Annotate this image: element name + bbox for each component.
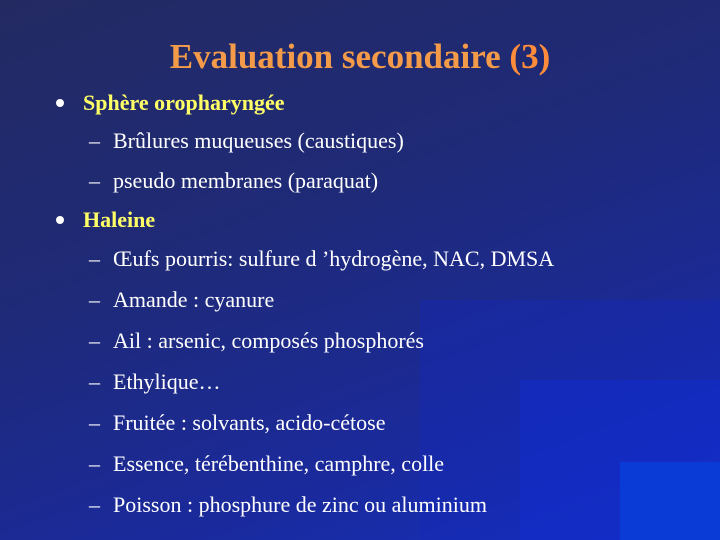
background-corner-block bbox=[620, 462, 720, 540]
dash-icon: – bbox=[89, 492, 100, 517]
bullet-heading: Sphère oropharyngée bbox=[83, 90, 285, 115]
sub-item-text: Essence, térébenthine, camphre, colle bbox=[113, 451, 445, 476]
slide-title-main: Evaluation secondaire bbox=[169, 37, 510, 76]
dash-icon: – bbox=[89, 287, 100, 312]
sub-item-text: pseudo membranes (paraquat) bbox=[113, 168, 379, 193]
bullet-dot-icon bbox=[56, 216, 64, 224]
dash-icon: – bbox=[89, 451, 100, 476]
dash-icon: – bbox=[89, 246, 100, 271]
dash-icon: – bbox=[89, 128, 100, 153]
bullet-dot-icon bbox=[56, 99, 64, 107]
dash-icon: – bbox=[89, 328, 100, 353]
sub-item-text: Brûlures muqueuses (caustiques) bbox=[113, 128, 404, 153]
dash-icon: – bbox=[89, 168, 100, 193]
slide-title bbox=[0, 38, 720, 77]
sub-item-text: Poisson : phosphure de zinc ou aluminium bbox=[113, 492, 487, 517]
sub-item-text: Fruitée : solvants, acido-cétose bbox=[113, 410, 386, 435]
sub-item-text: Œufs pourris: sulfure d ’hydrogène, NAC, DMSA bbox=[113, 246, 555, 271]
sub-item-text: Amande : cyanure bbox=[113, 287, 275, 312]
background-shade bbox=[520, 380, 720, 540]
bullet-heading: Haleine bbox=[83, 207, 156, 232]
sub-item-text: Ethylique… bbox=[113, 369, 221, 394]
sub-item-text: Ail : arsenic, composés phosphorés bbox=[113, 328, 424, 353]
dash-icon: – bbox=[89, 369, 100, 394]
slide-title-number: (3) bbox=[509, 37, 551, 76]
dash-icon: – bbox=[89, 410, 100, 435]
